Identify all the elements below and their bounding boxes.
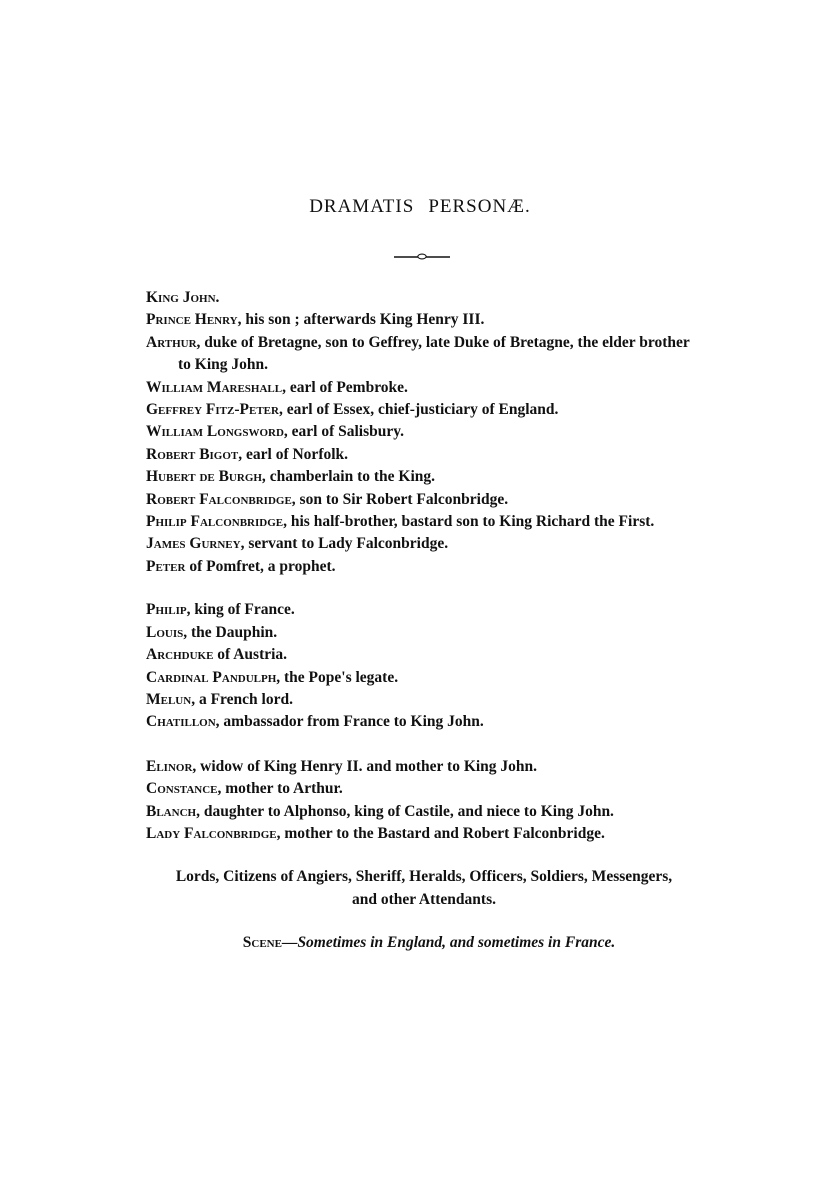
character-description: earl of Essex, chief-justiciary of England. <box>282 401 559 419</box>
cast-entry <box>146 377 702 399</box>
cast-entry <box>146 332 702 377</box>
character-description: the Pope's legate. <box>280 668 399 686</box>
cast-entry <box>146 823 702 845</box>
attendants-line-2: and other Attendants. <box>352 890 496 908</box>
character-name: Philip, <box>146 601 191 619</box>
character-description: mother to Arthur. <box>221 780 343 798</box>
character-name: Prince Henry, <box>146 311 242 329</box>
character-name: James Gurney, <box>146 535 245 553</box>
attendants-note <box>146 866 702 911</box>
character-name: Arthur, <box>146 333 201 351</box>
character-description: the Dauphin. <box>187 623 278 641</box>
character-name: William Mareshall, <box>146 378 286 396</box>
character-description: a French lord. <box>195 690 293 708</box>
attendants-line-1: Lords, Citizens of Angiers, Sheriff, Heralds, Officers, Soldiers, Messengers, <box>175 868 673 886</box>
character-description: widow of King Henry II. and mother to King John. <box>196 757 538 775</box>
cast-group-english <box>146 287 702 578</box>
cast-entry <box>146 533 702 555</box>
cast-entry <box>146 644 702 666</box>
character-name: Hubert de Burgh, <box>146 468 266 486</box>
cast-group-women <box>146 756 702 846</box>
character-description: servant to Lady Falconbridge. <box>244 535 449 553</box>
character-name: Robert Falconbridge, <box>146 490 296 508</box>
character-name: Geffrey Fitz-Peter, <box>146 401 283 419</box>
character-description: duke of Bretagne, son to Geffrey, late Duke of Bretagne, the elder brother to King John. <box>178 333 690 374</box>
character-name: King John. <box>146 289 220 306</box>
cast-entry <box>146 399 702 421</box>
character-description: chamberlain to the King. <box>265 468 436 486</box>
character-name: Elinor, <box>146 757 197 775</box>
character-description: of Pomfret, a prophet. <box>185 557 336 575</box>
ornament-divider <box>393 251 451 263</box>
character-description: mother to the Bastard and Robert Falconbridge. <box>280 824 605 842</box>
cast-entry <box>146 599 702 621</box>
character-description: his half-brother, bastard son to King Richard the First. <box>286 513 655 531</box>
character-description: earl of Norfolk. <box>242 445 349 463</box>
character-name: Archduke <box>146 646 214 664</box>
cast-entry <box>146 556 702 578</box>
character-name: Philip Falconbridge, <box>146 513 287 531</box>
character-name: Melun, <box>146 690 196 708</box>
character-name: William Longsword, <box>146 423 288 441</box>
character-name: Constance, <box>146 780 222 798</box>
title-word-personae: PERSONÆ. <box>428 196 531 217</box>
scene-label: Scene <box>242 934 282 952</box>
title-word-dramatis: DRAMATIS <box>309 196 415 217</box>
cast-list <box>146 287 702 955</box>
character-description: of Austria. <box>213 646 288 664</box>
cast-entry <box>146 622 702 644</box>
cast-group-french <box>146 599 702 733</box>
character-name: Chatillon, <box>146 713 220 731</box>
cast-entry <box>146 689 702 711</box>
character-name: Louis, <box>146 623 188 641</box>
character-description: his son ; afterwards King Henry III. <box>241 311 485 329</box>
cast-entry <box>146 711 702 733</box>
cast-entry <box>146 489 702 511</box>
scene-text: —Sometimes in England, and sometimes in France. <box>281 934 616 952</box>
cast-entry <box>146 801 702 823</box>
character-description: son to Sir Robert Falconbridge. <box>295 490 509 508</box>
cast-entry <box>146 444 702 466</box>
cast-entry <box>146 667 702 689</box>
character-name: Robert Bigot, <box>146 445 243 463</box>
character-description: earl of Salisbury. <box>287 423 405 441</box>
character-name: Lady Falconbridge, <box>146 824 281 842</box>
page-title <box>0 196 840 218</box>
cast-entry <box>146 511 702 533</box>
cast-entry <box>146 778 702 800</box>
character-description: ambassador from France to King John. <box>219 713 484 731</box>
character-name: Blanch, <box>146 802 200 820</box>
character-description: king of France. <box>190 601 295 619</box>
character-name: Cardinal Pandulph, <box>146 668 281 686</box>
character-description: daughter to Alphonso, king of Castile, and niece to King John. <box>199 802 614 820</box>
cast-entry <box>146 756 702 778</box>
scene-note <box>146 932 702 954</box>
cast-entry <box>146 309 702 331</box>
cast-entry <box>146 287 702 309</box>
cast-entry <box>146 421 702 443</box>
character-description: earl of Pembroke. <box>285 378 408 396</box>
cast-entry <box>146 466 702 488</box>
character-name: Peter <box>146 557 186 575</box>
